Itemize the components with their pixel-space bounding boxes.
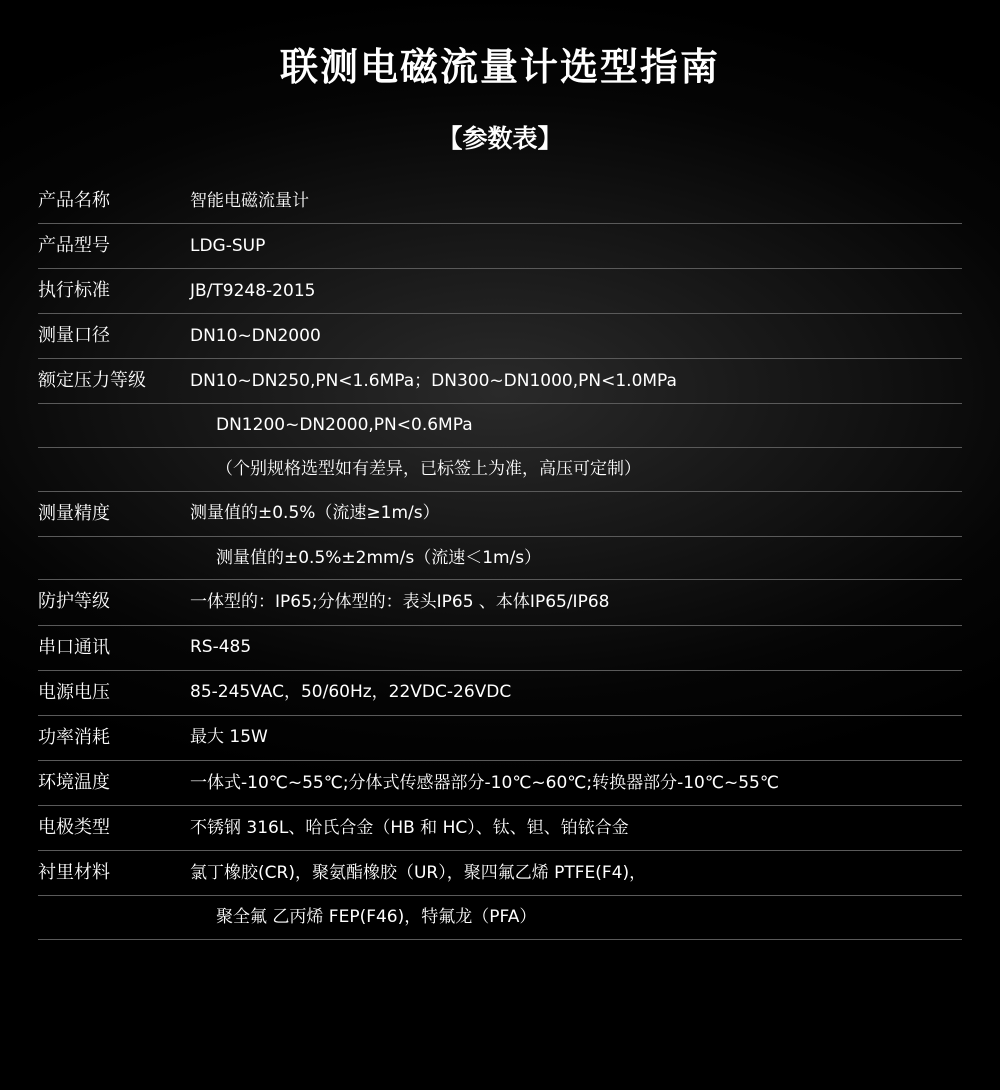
row-value: 测量值的±0.5%（流速≥1m/s）	[190, 503, 440, 524]
table-row	[38, 805, 962, 850]
row-value: JB/T9248-2015	[190, 280, 316, 301]
row-value: 氯丁橡胶(CR)，聚氨酯橡胶（UR），聚四氟乙烯 PTFE(F4)，	[190, 862, 647, 883]
row-label: 产品型号	[38, 235, 110, 257]
table-row	[38, 715, 962, 760]
section-subtitle: 【参数表】	[437, 124, 563, 153]
parameter-table	[38, 179, 962, 940]
table-row	[38, 404, 962, 448]
parameter-table-body	[38, 179, 962, 939]
row-value: （个别规格选型如有差异，已标签上为准，高压可定制）	[216, 459, 641, 480]
table-row	[38, 491, 962, 536]
row-value: 智能电磁流量计	[190, 190, 309, 211]
table-row	[38, 224, 962, 269]
row-label: 测量精度	[38, 502, 110, 524]
table-row	[38, 179, 962, 224]
table-row	[38, 851, 962, 896]
table-row	[38, 536, 962, 580]
table-row	[38, 269, 962, 314]
table-row	[38, 760, 962, 805]
row-label: 衬里材料	[38, 862, 110, 884]
row-label	[38, 896, 186, 940]
row-label: 防护等级	[38, 591, 110, 613]
row-label: 串口通讯	[38, 636, 110, 658]
row-value: 一体式-10℃~55℃;分体式传感器部分-10℃~60℃;转换器部分-10℃~55℃	[190, 772, 779, 793]
row-value: LDG-SUP	[190, 235, 266, 256]
table-row	[38, 625, 962, 670]
row-value: 不锈钢 316L、哈氏合金（HB 和 HC）、钛、钽、铂铱合金	[190, 817, 629, 838]
table-row	[38, 896, 962, 940]
page-title: 联测电磁流量计选型指南	[279, 45, 720, 89]
table-row	[38, 359, 962, 404]
row-label	[38, 536, 186, 580]
row-value: 测量值的±0.5%±2mm/s（流速＜1m/s）	[216, 547, 542, 568]
table-row	[38, 580, 962, 625]
row-value: DN1200~DN2000,PN<0.6MPa	[216, 415, 473, 436]
row-label: 电极类型	[38, 816, 110, 838]
row-label: 测量口径	[38, 325, 110, 347]
row-value: 聚全氟 乙丙烯 FEP(F46)，特氟龙（PFA）	[216, 907, 537, 928]
row-value: RS-485	[190, 637, 252, 658]
table-row	[38, 448, 962, 492]
row-label: 产品名称	[38, 190, 110, 211]
row-value: DN10~DN2000	[190, 326, 321, 346]
table-row	[38, 314, 962, 359]
row-label	[38, 404, 186, 448]
row-value: 一体型的：IP65;分体型的：表头IP65 、本体IP65/IP68	[190, 592, 610, 613]
table-row	[38, 670, 962, 715]
row-label: 环境温度	[38, 771, 110, 793]
row-label: 额定压力等级	[38, 370, 146, 392]
row-value: 85-245VAC，50/60Hz，22VDC-26VDC	[190, 682, 512, 703]
row-value: DN10~DN250,PN<1.6MPa；DN300~DN1000,PN<1.0MPa	[190, 371, 677, 392]
row-label: 功率消耗	[38, 726, 110, 748]
row-label: 执行标准	[38, 280, 110, 302]
row-label	[38, 448, 186, 492]
row-label: 电源电压	[38, 681, 110, 703]
row-value: 最大 15W	[190, 727, 268, 748]
